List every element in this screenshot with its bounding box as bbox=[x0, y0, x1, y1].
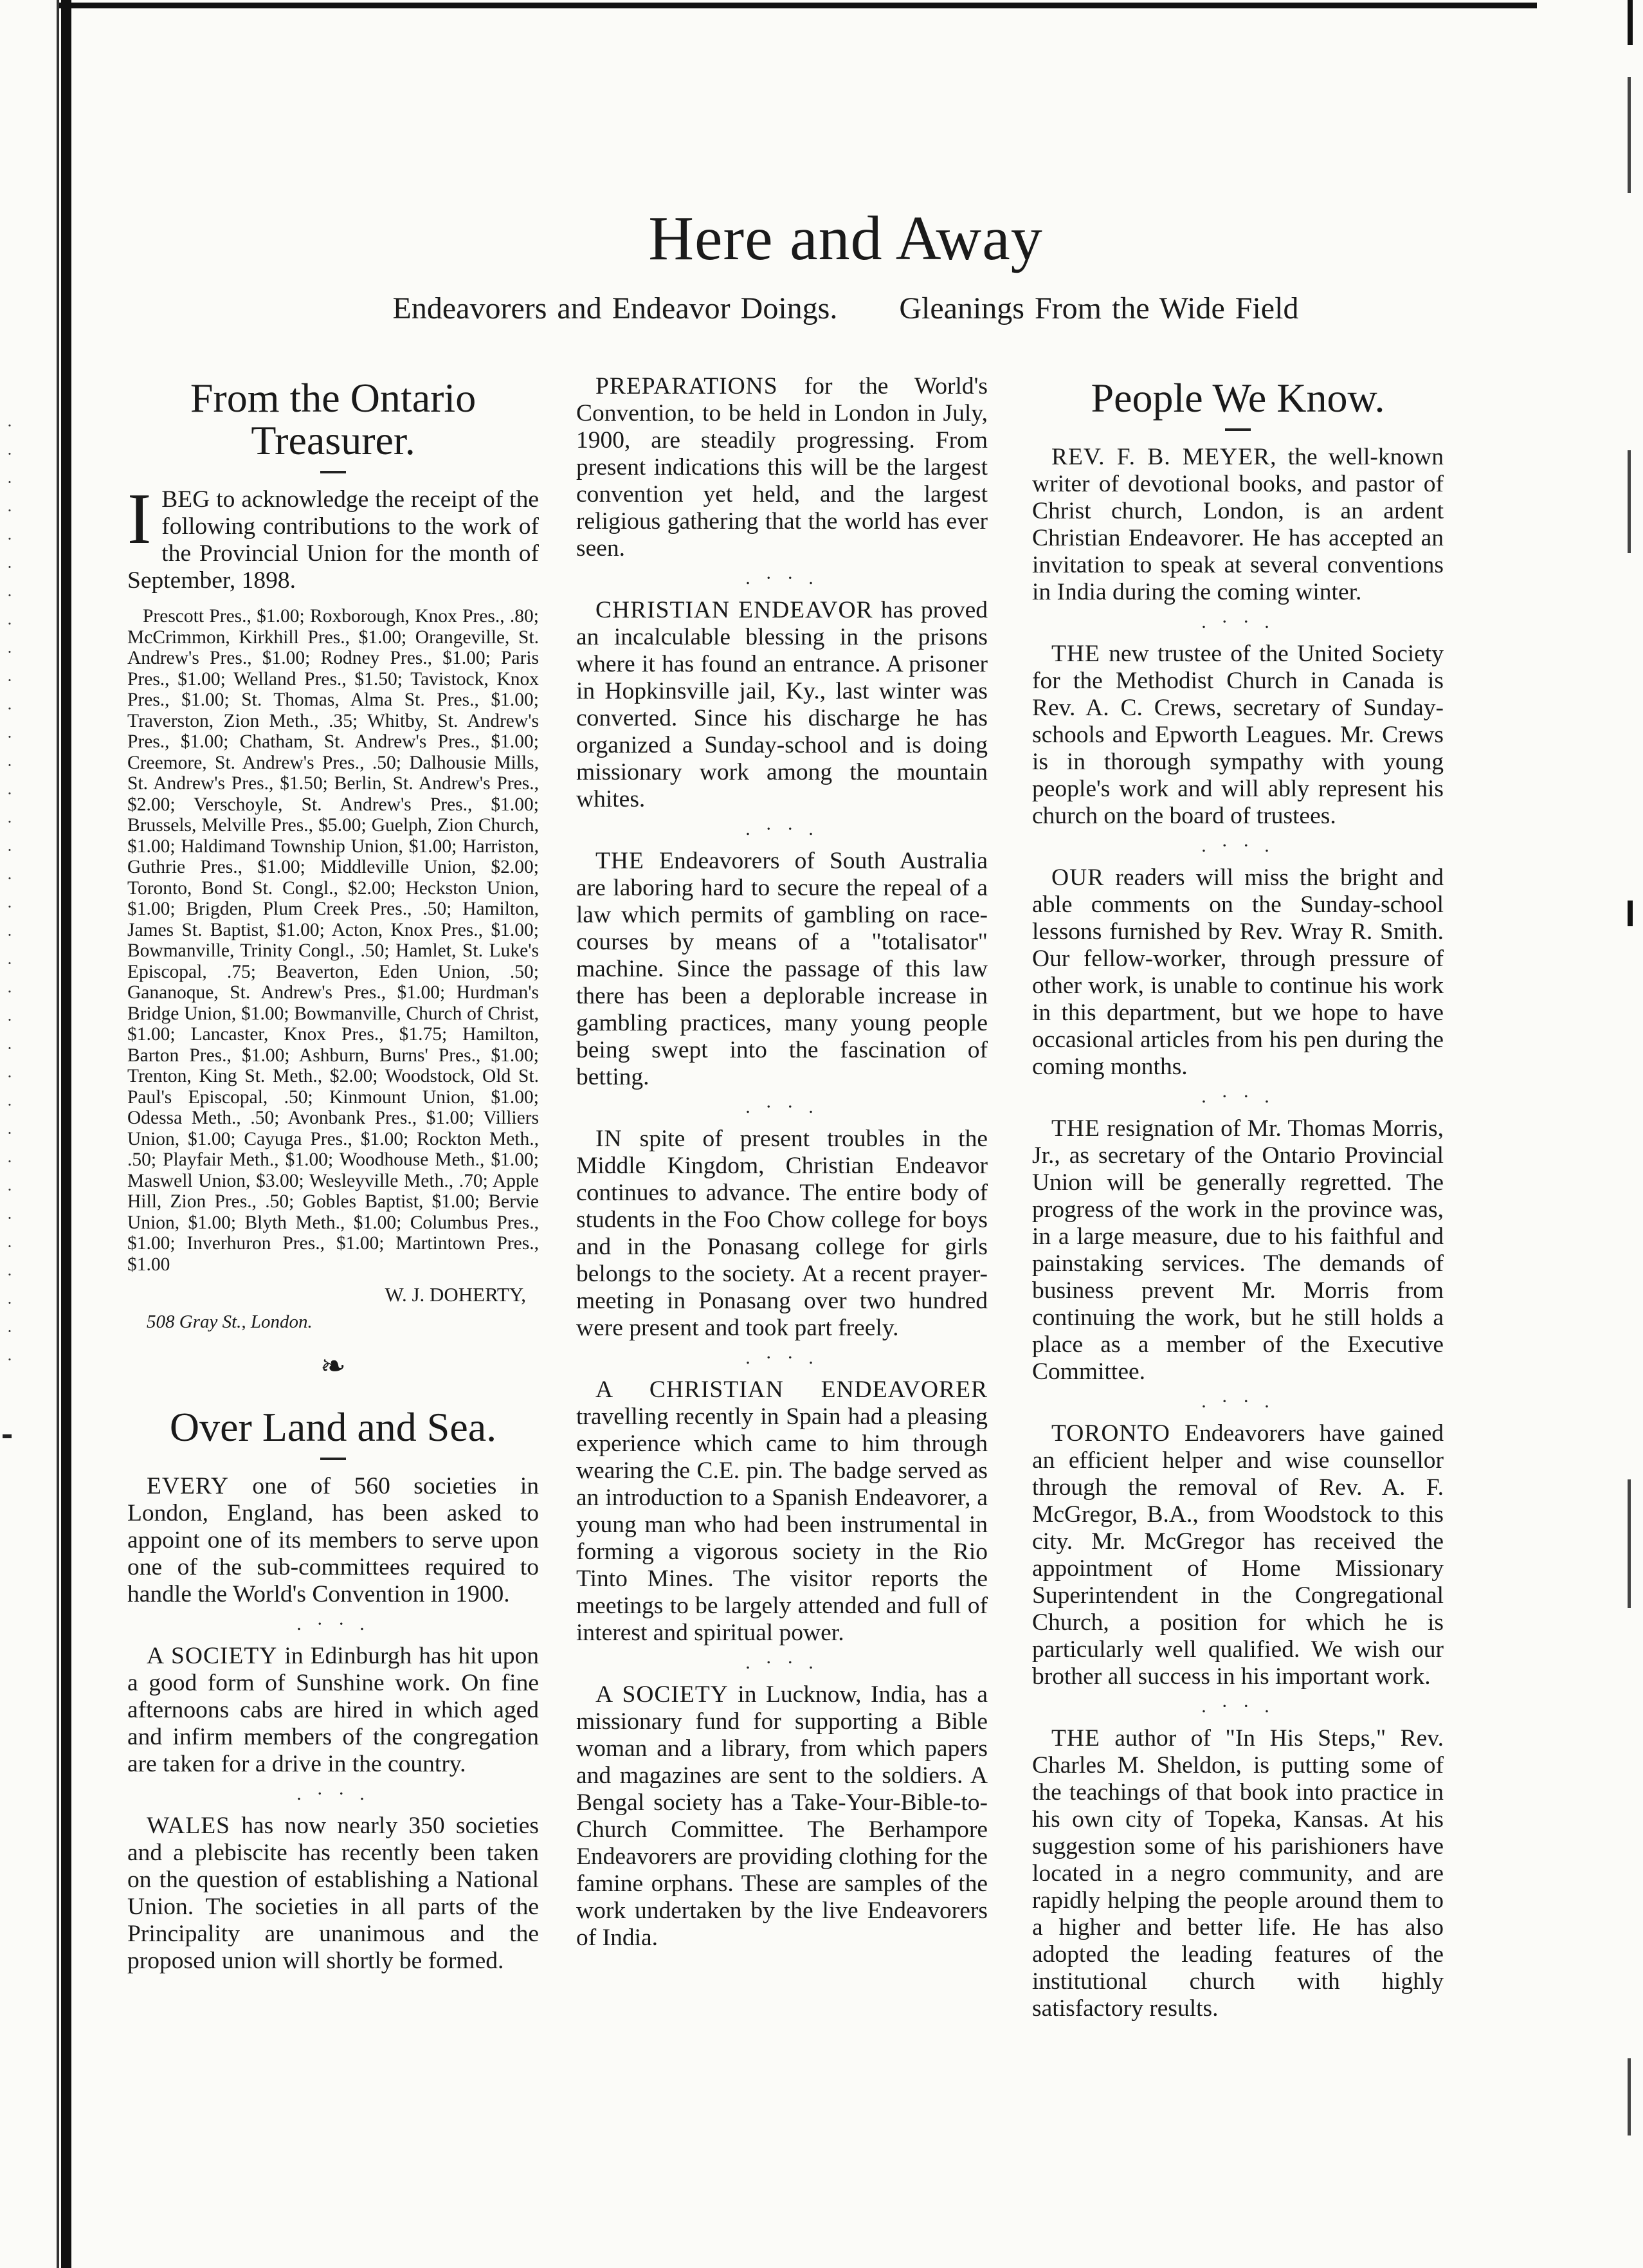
paragraph-lead: REV. F. B. MEYER, bbox=[1051, 444, 1277, 470]
margin-dots: · · · · · · · · · · · · · · · · · · · · · · · · · · · · · · · · · · bbox=[6, 416, 13, 1369]
separator-dots: . · · . bbox=[745, 818, 819, 839]
paragraph bbox=[576, 597, 988, 813]
paragraph-text: new trustee of the United Society for the Methodist Church in Canada is Rev. A. C. Crews, secretary of Sunday-schools and Epworth Leagues. Mr. Crews is in thorough sympathy with young people's work and will ably represent his church on the board of trustees. bbox=[1032, 641, 1444, 829]
binding-edge bbox=[61, 0, 71, 2268]
heading-rule bbox=[1225, 428, 1251, 431]
separator-dots: . · · . bbox=[1201, 1391, 1275, 1412]
paragraph-lead: WALES bbox=[147, 1813, 230, 1839]
paragraph bbox=[127, 1813, 539, 1975]
paragraph bbox=[576, 1376, 988, 1647]
paragraph-lead: CHRISTIAN ENDEAVOR bbox=[595, 597, 873, 623]
paragraph bbox=[1032, 1725, 1444, 2022]
subtitle-right: Gleanings From the Wide Field bbox=[899, 291, 1299, 325]
paragraph bbox=[576, 1681, 988, 1952]
paragraph-text: the well-known writer of devotional books, and pastor of Christ church, London, is an ardent Christian Endeavorer. He has accepted an invitation to speak at several conventions in India during the coming winter. bbox=[1032, 444, 1444, 605]
paragraph-text: in Edinburgh has hit upon a good form of Sunshine work. On fine afternoons cabs are hired in which aged and infirm members of the congregation are taken for a drive in the country. bbox=[127, 1643, 539, 1777]
fleuron-ornament: ❧ bbox=[320, 1349, 347, 1384]
binding-edge-shadow bbox=[57, 0, 59, 2268]
separator-dots: . · · . bbox=[745, 1652, 819, 1673]
paragraph-lead: A SOCIETY bbox=[147, 1643, 278, 1669]
paragraph-lead: OUR bbox=[1051, 864, 1105, 891]
paragraph bbox=[1032, 1115, 1444, 1385]
heading-rule bbox=[320, 1458, 346, 1460]
column-left bbox=[127, 373, 539, 1981]
contributions-list: Prescott Pres., $1.00; Roxborough, Knox Pres., .80; McCrimmon, Kirkhill Pres., $1.00; Orangeville, St. Andrew's Pres., $1.00; Rodney Pres., $1.00; Paris Pres., $1.00; Welland Pres., $1.50; Tavistock, Knox Pres., $1.00; St. Thomas, Alma St. Pres., $1.00; Traverston, Zion Meth., .35; Whitby, St. Andrew's Pres., $1.00; Chatham, St. Andrew's Pres., $1.00; Creemore, St. Andrew's Pres., .50; Dalhousie Mills, St. Andrew's Pres., $1.50; Berlin, St. Andrew's Pres., $2.00; Verschoyle, St. Andrew's Pres., $1.00; Brussels, Melville Pres., $5.00; Guelph, Zion Church, $1.00; Haldimand Township Union, $1.00; Harriston, Guthrie Pres., $1.00; Middleville Union, $2.00; Toronto, Bond St. Congl., $2.00; Heckston Union, $1.00; Brigden, Plum Creek Pres., .50; Hamilton, James St. Baptist, $1.00; Acton, Knox Pres., $1.00; Bowmanville, Trinity Congl., .50; Hamlet, St. Luke's Episcopal, .75; Beaverton, Eden Union, .50; Gananoque, St. Andrew's Pres., $1.00; Hurdman's Bridge Union, $1.00; Bowmanville, Church of Christ, $1.00; Lancaster, Knox Pres., $1.75; Hamilton, Barton Pres., $1.00; Ashburn, Burns' Pres., $1.00; Trenton, King St. Meth., $2.00; Woodstock, Old St. Paul's Episcopal, .50; Kinmount Union, $1.00; Odessa Meth., .50; Avonbank Pres., $1.00; Villiers Union, $1.00; Cayuga Pres., $1.00; Rockton Meth., .50; Playfair Meth., $1.00; Woodhouse Meth., $1.00; Maswell Union, $3.00; Wesleyville Meth., .70; Apple Hill, Zion Pres., .50; Gobles Baptist, $1.00; Bervie Union, $1.00; Blyth Meth., $1.00; Columbus Pres., $1.00; Inverhuron Pres., $1.00; Martintown Pres., $1.00 bbox=[127, 606, 539, 1275]
paragraph-text: in Lucknow, India, has a missionary fund for supporting a Bible woman and a library, from which papers and magazines are sent to the soldiers. A Bengal society has a Take-Your-Bible-to-Church Committee. The Berhampore Endeavorers are providing clothing for the famine orphans. These are samples of the work undertaken by the live Endeavorers of India. bbox=[576, 1681, 988, 1951]
page-top-rule bbox=[58, 3, 1537, 8]
subtitle-left: Endeavorers and Endeavor Doings. bbox=[392, 291, 838, 325]
paragraph-text: one of 560 societies in London, England, has been asked to appoint one of its members to serve upon one of the sub-committees required to handle the World's Convention in 1900. bbox=[127, 1473, 539, 1607]
heading-rule bbox=[320, 471, 346, 473]
separator-dots: . · · . bbox=[1201, 611, 1275, 632]
paragraph-lead: PREPARATIONS bbox=[595, 373, 778, 399]
paragraph-text: Endeavorers have gained an efficient helper and wise counsellor through the removal of Rev. A. F. McGregor, B.A., from Woodstock to this city. Mr. McGregor has received the appointment of Home Missionary Superintendent in the Congregational Church, a position for which he is particularly well qualified. We wish our brother all success in his important work. bbox=[1032, 1420, 1444, 1690]
separator-dots: . · · . bbox=[1201, 1696, 1275, 1717]
paragraph bbox=[576, 1126, 988, 1342]
separator-dots: . · · . bbox=[1201, 835, 1275, 856]
paragraph bbox=[127, 1473, 539, 1608]
margin-dash bbox=[3, 1434, 12, 1438]
section-heading-treasurer: From the Ontario Treasurer. bbox=[190, 375, 477, 463]
paragraph bbox=[576, 848, 988, 1091]
paragraph-lead: THE bbox=[1051, 1725, 1100, 1751]
paragraph-text: Endeavorers of South Australia are laboring hard to secure the repeal of a law which permits of gambling on race-courses by means of a "totalisator" machine. Since the passage of this law there has been a deplorable increase in gambling practices, many young people being swept into the fascination of betting. bbox=[576, 848, 988, 1090]
paragraph-text: travelling recently in Spain had a pleasing experience which came to him through wearing the C.E. pin. The badge served as an introduction to a Spanish Endeavorer, a young man who had been instrumental in forming a vigorous society in the Rio Tinto Mines. The visitor reports the meetings to be largely attended and full of interest and spiritual power. bbox=[576, 1404, 988, 1646]
signature: W. J. DOHERTY, bbox=[385, 1283, 526, 1306]
separator-dots: . · · . bbox=[1201, 1086, 1275, 1107]
separator-dots: . · · . bbox=[745, 567, 819, 589]
paragraph-text: readers will miss the bright and able comments on the Sunday-school lessons furnished by Rev. Wray R. Smith. Our fellow-worker, through pressure of other work, is unable to continue his work in this department, but we hope to have occasional articles from his pen during the coming months. bbox=[1032, 864, 1444, 1080]
paragraph-lead: A SOCIETY bbox=[595, 1681, 729, 1708]
paragraph-text: has proved an incalculable blessing in the prisons where it has found an entrance. A prisoner in Hopkinsville jail, Ky., last winter was converted. Since his discharge he has organized a Sunday-school and is doing missionary work among the mountain whites. bbox=[576, 597, 988, 812]
separator-dots: . · · . bbox=[296, 1613, 370, 1634]
separator-dots: . · · . bbox=[745, 1347, 819, 1368]
paragraph-lead: IN bbox=[595, 1126, 622, 1152]
paragraph-lead: THE bbox=[595, 848, 644, 874]
paragraph-lead: THE bbox=[1051, 1115, 1100, 1142]
paragraph bbox=[1032, 1420, 1444, 1690]
paragraph bbox=[576, 373, 988, 562]
masthead bbox=[129, 205, 1563, 326]
treasurer-intro-text: BEG to acknowledge the receipt of the following contributions to the work of the Provincial Union for the month of September, 1898. bbox=[127, 486, 539, 594]
paragraph bbox=[1032, 444, 1444, 606]
paragraph-text: for the World's Convention, to be held in London in July, 1900, are steadily progressing. From present indications this will be the largest convention yet held, and the largest religious gathering that the world has ever seen. bbox=[576, 373, 988, 562]
paragraph-lead: EVERY bbox=[147, 1473, 229, 1499]
paragraph-text: spite of present troubles in the Middle Kingdom, Christian Endeavor continues to advance. The entire body of students in the Foo Chow college for boys and in the Ponasang college for girls belongs to the society. At a recent prayer-meeting in Ponasang over two hundred were present and took part freely. bbox=[576, 1126, 988, 1341]
right-edge-marks bbox=[1628, 0, 1631, 2268]
separator-dots: . · · . bbox=[745, 1096, 819, 1117]
paragraph bbox=[1032, 864, 1444, 1081]
column-middle bbox=[576, 373, 988, 1958]
paragraph-text: author of "In His Steps," Rev. Charles M. Sheldon, is putting some of the teachings of that book into practice in his own city of Topeka, Kansas. At his suggestion some of his parishioners have located in a negro community, and are rapidly helping the people around them to a higher and better life. He has also adopted the leading features of the institutional church with highly satisfactory results. bbox=[1032, 1725, 1444, 2022]
treasurer-intro bbox=[127, 479, 539, 594]
drop-cap: I bbox=[127, 479, 152, 559]
section-heading-land-sea: Over Land and Sea. bbox=[169, 1404, 497, 1450]
paragraph-lead: THE bbox=[1051, 641, 1100, 667]
paragraph-lead: A CHRISTIAN ENDEAVORER bbox=[595, 1376, 988, 1403]
paragraph-text: resignation of Mr. Thomas Morris, Jr., as secretary of the Ontario Provincial Union will be generally regretted. The progress of the work in the province was, in a large measure, due to his faithful and painstaking services. The demands of business prevent Mr. Morris from continuing the work, but he still holds a place as a member of the Executive Committee. bbox=[1032, 1115, 1444, 1385]
signature-address: 508 Gray St., London. bbox=[147, 1312, 313, 1332]
separator-dots: . · · . bbox=[296, 1783, 370, 1804]
column-right bbox=[1032, 373, 1444, 2029]
paragraph bbox=[1032, 641, 1444, 830]
paragraph-text: has now nearly 350 societies and a plebiscite has recently been taken on the question of establishing a National Union. The societies in all parts of the Principality are unanimous and the proposed union will shortly be formed. bbox=[127, 1813, 539, 1974]
page-title: Here and Away bbox=[648, 204, 1043, 273]
section-heading-people: People We Know. bbox=[1091, 375, 1385, 421]
page-subtitle bbox=[129, 291, 1563, 326]
paragraph bbox=[127, 1643, 539, 1778]
paragraph-lead: TORONTO bbox=[1051, 1420, 1170, 1447]
